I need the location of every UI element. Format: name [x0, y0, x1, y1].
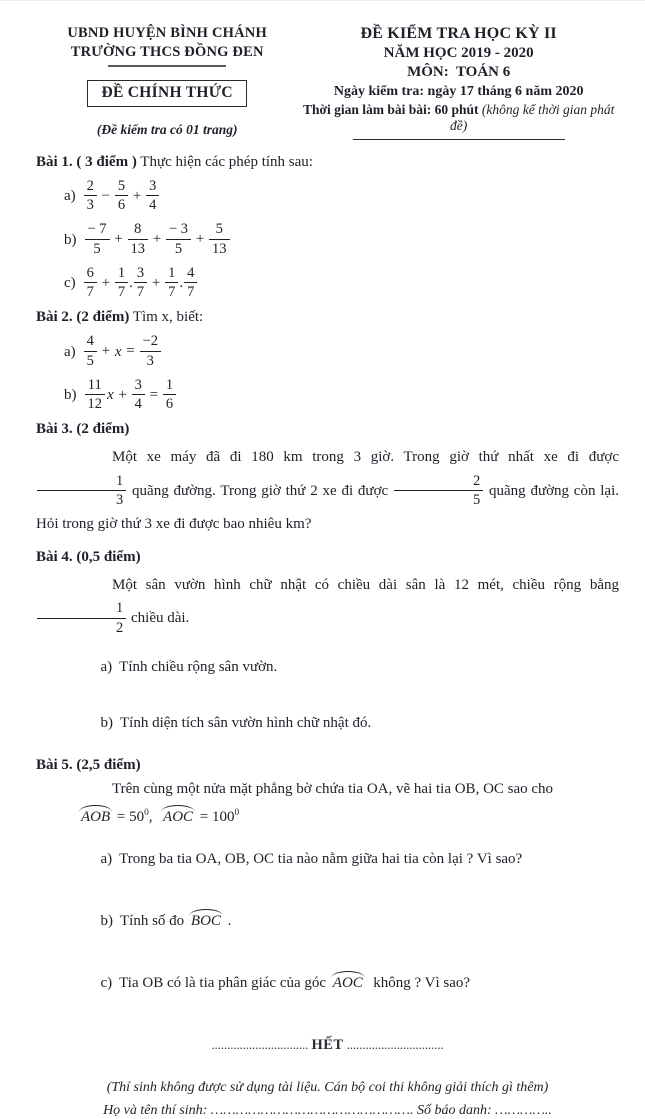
school-year: NĂM HỌC 2019 - 2020	[383, 45, 534, 61]
math-text: −	[97, 188, 114, 205]
official-exam-box-wrap	[36, 67, 298, 107]
header-right-block	[298, 25, 619, 140]
math-text: Tính số đo	[120, 913, 188, 930]
problem-3-text	[36, 442, 619, 540]
math-text: = 100	[196, 809, 235, 826]
math-text: +	[97, 275, 114, 292]
fraction	[115, 178, 128, 213]
item-text: Tính diện tích sân vườn hình chữ nhật đó.	[120, 714, 372, 731]
math-text: không ? Vì sao?	[365, 975, 471, 992]
fraction-denominator: 13	[130, 240, 146, 257]
problem-2-title	[36, 309, 619, 326]
duration-italic: (không kể thời gian phát đề)	[450, 102, 615, 133]
end-dots-right: ...............................	[346, 1038, 444, 1053]
math-expression	[83, 266, 199, 301]
angle-notation: AOC	[161, 806, 195, 826]
problem-1-title	[36, 154, 619, 171]
math-text: =	[122, 343, 139, 360]
fraction-numerator: 1	[37, 600, 126, 618]
math-variable: x	[107, 387, 114, 404]
fraction	[37, 600, 126, 635]
exam-title: ĐỀ KIỂM TRA HỌC KỲ II	[360, 25, 557, 42]
math-text: +	[148, 275, 165, 292]
superscript: 0	[234, 808, 240, 819]
fraction-numerator: 1	[37, 473, 126, 491]
fraction-denominator: 5	[472, 492, 481, 509]
item-label: a)	[64, 343, 76, 360]
fraction	[84, 265, 97, 300]
fraction	[132, 377, 145, 412]
fraction	[209, 221, 230, 256]
candidate-name-dots: ………………………………………….	[210, 1103, 417, 1119]
math-expression	[83, 334, 162, 369]
fraction-denominator: 3	[146, 352, 154, 369]
fraction-numerator: 4	[184, 265, 197, 283]
superscript: 0	[144, 808, 149, 819]
problem-5-item-a	[78, 834, 619, 885]
fraction-numerator: 8	[128, 221, 149, 239]
fraction-denominator: 5	[93, 240, 101, 257]
problem-1-number: Bài 1. ( 3 điểm )	[36, 154, 137, 170]
fraction	[134, 265, 147, 300]
math-text: +	[149, 231, 165, 248]
math-variable: x	[114, 343, 122, 360]
fraction-numerator: 3	[146, 178, 159, 196]
math-text: .	[223, 913, 232, 930]
fraction	[394, 473, 483, 508]
fraction-denominator: 5	[174, 240, 183, 257]
fraction-denominator: 7	[86, 284, 94, 301]
math-expression	[119, 975, 470, 991]
fraction	[84, 333, 97, 368]
math-text: +	[192, 231, 209, 248]
fraction	[140, 333, 161, 368]
math-text: = 50	[113, 809, 145, 826]
problem-5-intro: Trên cùng một nửa mặt phẳng bờ chứa tia OA, vẽ hai tia OB, OC sao cho	[112, 780, 554, 797]
math-text: ,	[148, 809, 161, 826]
math-text: quãng đường còn lại. Hỏi trong giờ thứ 3 xe đi được bao nhiêu km?	[36, 483, 619, 533]
candidate-name-label: Họ và tên thí sinh:	[103, 1103, 211, 1119]
fraction-denominator: 5	[86, 352, 94, 369]
fraction-numerator: 1	[115, 265, 128, 283]
candidate-info-line	[36, 1103, 619, 1119]
math-text: +	[110, 231, 127, 248]
math-text: Một sân vườn hình chữ nhật có chiều dài sân là 12 mét, chiều rộng bằng	[112, 576, 619, 593]
fraction	[85, 221, 110, 256]
fraction-numerator: 6	[84, 265, 97, 283]
problem-4-text	[36, 570, 619, 637]
math-expression	[83, 179, 161, 214]
fraction	[84, 178, 97, 213]
fraction-numerator: 3	[134, 265, 147, 283]
item-label: c)	[100, 975, 113, 992]
fraction-denominator: 4	[149, 197, 157, 214]
fraction	[128, 221, 149, 256]
fraction-denominator: 7	[187, 284, 195, 301]
fraction	[85, 377, 106, 412]
subject: MÔN: TOÁN 6	[407, 64, 511, 80]
candidate-id-label: Số báo danh:	[416, 1103, 496, 1119]
problem-2-intro: Tìm x, biết:	[129, 309, 204, 326]
fraction-numerator: 4	[84, 333, 97, 351]
exam-rules-note: (Thí sinh không được sử dụng tài liệu. Cán bộ coi thi không giải thích gì thêm)	[106, 1080, 549, 1096]
problem-2-number: Bài 2. (2 điểm)	[36, 309, 130, 326]
exam-date: Ngày kiểm tra: ngày 17 tháng 6 năm 2020	[333, 84, 584, 99]
problem-5-title: Bài 5. (2,5 điểm)	[36, 756, 141, 773]
fraction	[163, 377, 176, 412]
problem-5-item-b	[78, 893, 619, 947]
end-word: HẾT	[311, 1037, 344, 1054]
item-label: b)	[100, 913, 113, 930]
problem-4-item-a	[78, 642, 619, 693]
item-label: a)	[64, 188, 76, 205]
problem-4-item-b	[78, 698, 619, 749]
item-label: b)	[64, 231, 77, 248]
math-text: Tia OB có là tia phân giác của góc	[119, 975, 330, 992]
fraction-denominator: 12	[87, 396, 102, 413]
fraction-denominator: 3	[116, 492, 124, 509]
fraction-denominator: 7	[117, 284, 126, 301]
item-label: b)	[64, 387, 77, 404]
fraction-denominator: 13	[212, 240, 227, 257]
end-dots-left: ...............................	[211, 1038, 309, 1053]
problem-1-intro: Thực hiện các phép tính sau:	[136, 154, 313, 170]
fraction-denominator: 6	[165, 396, 174, 413]
problem-2-item-a	[64, 334, 619, 369]
problem-5-item-c	[78, 955, 619, 1009]
fraction-denominator: 6	[117, 197, 126, 214]
math-text: =	[145, 387, 162, 404]
fraction	[165, 265, 178, 300]
issuing-authority: UBND HUYỆN BÌNH CHÁNH	[67, 25, 267, 41]
fraction	[184, 265, 197, 300]
math-text: .	[129, 275, 133, 292]
item-label: c)	[64, 275, 76, 292]
fraction-numerator: 5	[209, 221, 230, 239]
fraction-numerator: 5	[115, 178, 128, 196]
item-text: Trong ba tia OA, OB, OC tia nào nằm giữa hai tia còn lại ? Vì sao?	[119, 851, 523, 868]
exam-body	[36, 154, 619, 1009]
fraction-numerator: 2	[84, 178, 97, 196]
math-expression	[84, 378, 178, 413]
math-text: chiều dài.	[127, 610, 190, 627]
fraction-denominator: 3	[86, 197, 94, 214]
problem-1-item-c	[64, 266, 619, 301]
angle-notation: AOB	[79, 806, 112, 826]
problem-4-title: Bài 4. (0,5 điểm)	[36, 548, 141, 565]
angle-notation: BOC	[189, 910, 223, 930]
fraction	[115, 265, 128, 300]
problem-5-angles	[78, 806, 619, 826]
header-left-block	[36, 25, 298, 140]
page-count-note: (Đề kiểm tra có 01 trang)	[96, 122, 238, 137]
fraction-denominator: 7	[136, 284, 145, 301]
math-text: Một xe máy đã đi 180 km trong 3 giờ. Trong giờ thứ nhất xe đi được	[112, 449, 619, 466]
math-text: +	[97, 343, 114, 360]
problem-2-item-b	[64, 378, 619, 413]
math-expression	[120, 913, 231, 929]
fraction-numerator: 1	[163, 377, 176, 395]
problem-1-item-b	[64, 222, 619, 257]
duration-bold: Thời gian làm bài bài: 60 phút	[302, 102, 482, 117]
school-name: TRƯỜNG THCS ĐỒNG ĐEN	[70, 44, 264, 60]
fraction-denominator: 4	[134, 396, 142, 413]
fraction-denominator: 2	[116, 619, 124, 636]
problem-3-title: Bài 3. (2 điểm)	[36, 421, 130, 438]
angle-notation: AOC	[331, 972, 365, 992]
item-label: a)	[100, 851, 113, 868]
item-label: b)	[100, 714, 113, 731]
fraction-numerator: − 3	[166, 221, 191, 239]
math-text: quãng đường. Trong giờ thứ 2 xe đi được	[127, 483, 393, 500]
document-header	[36, 25, 619, 140]
fraction	[146, 178, 159, 213]
math-expression	[84, 222, 231, 257]
header-divider	[353, 139, 565, 140]
fraction-denominator: 7	[168, 284, 176, 301]
fraction-numerator: 1	[165, 265, 178, 283]
math-text: +	[114, 387, 131, 404]
fraction-numerator: −2	[140, 333, 161, 351]
item-text: Tính chiều rộng sân vườn.	[119, 658, 278, 675]
fraction	[166, 221, 191, 256]
math-text: +	[129, 188, 146, 205]
problem-1-item-a	[64, 179, 619, 214]
exam-duration	[298, 102, 619, 134]
math-text: .	[179, 275, 184, 292]
end-marker	[36, 1037, 619, 1054]
candidate-id-dots: …………..	[495, 1103, 552, 1119]
fraction-numerator: − 7	[85, 221, 110, 239]
fraction-numerator: 11	[85, 377, 106, 395]
item-label: a)	[100, 658, 113, 675]
fraction	[37, 473, 126, 508]
official-exam-box: ĐỀ CHÍNH THỨC	[87, 80, 246, 107]
fraction-numerator: 2	[394, 473, 483, 491]
fraction-numerator: 3	[132, 377, 145, 395]
